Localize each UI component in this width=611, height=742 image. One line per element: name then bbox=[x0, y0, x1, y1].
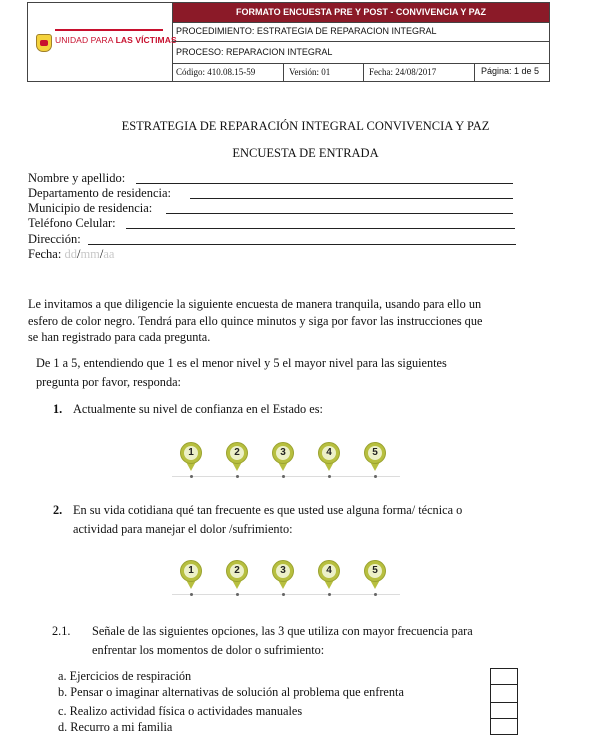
fecha-year-placeholder[interactable]: aa bbox=[103, 247, 115, 261]
scale-baseline bbox=[172, 594, 400, 595]
fecha-day-placeholder[interactable]: dd bbox=[64, 247, 77, 261]
rating-pin-4-icon[interactable] bbox=[317, 560, 341, 594]
telefono-label: Teléfono Celular: bbox=[28, 216, 116, 230]
rating-value: 4 bbox=[322, 446, 336, 460]
meta-divider bbox=[283, 64, 284, 82]
intro-line: Le invitamos a que diligencie la siguiente encuesta de manera tranquila, usando para ello un bbox=[28, 297, 482, 311]
direccion-label: Dirección: bbox=[28, 232, 81, 246]
rating-value: 1 bbox=[184, 446, 198, 460]
meta-divider bbox=[363, 64, 364, 82]
pin-dot bbox=[236, 593, 239, 596]
rating-value: 3 bbox=[276, 564, 290, 578]
instruction-line: pregunta por favor, responda: bbox=[36, 375, 181, 389]
departamento-label: Departamento de residencia: bbox=[28, 186, 171, 200]
municipio-input-line[interactable] bbox=[166, 213, 513, 214]
question-text: Señale de las siguientes opciones, las 3 que utiliza con mayor frecuencia para bbox=[92, 624, 473, 638]
rating-value: 2 bbox=[230, 446, 244, 460]
instruction-line: De 1 a 5, entendiendo que 1 es el menor nivel y 5 el mayor nivel para las siguientes bbox=[36, 356, 447, 370]
question-text: Actualmente su nivel de confianza en el Estado es: bbox=[73, 402, 323, 416]
rating-value: 3 bbox=[276, 446, 290, 460]
fecha-label: Fecha: 24/08/2017 bbox=[369, 67, 437, 77]
departamento-input-line[interactable] bbox=[190, 198, 513, 199]
option-b-checkbox[interactable] bbox=[490, 684, 518, 703]
rating-value: 5 bbox=[368, 564, 382, 578]
rating-pin-3-icon[interactable] bbox=[271, 442, 295, 476]
logo-cell bbox=[28, 3, 177, 81]
option-a-checkbox[interactable] bbox=[490, 668, 518, 685]
rating-scale-q2 bbox=[172, 560, 400, 608]
form-title: FORMATO ENCUESTA PRE Y POST - CONVIVENCIA Y PAZ bbox=[173, 3, 549, 22]
pin-dot bbox=[282, 475, 285, 478]
procedimiento-label: PROCEDIMIENTO: ESTRATEGIA DE REPARACION INTEGRAL bbox=[173, 22, 549, 41]
logo-text: UNIDAD PARA LAS VÍCTIMAS bbox=[55, 35, 177, 45]
pin-dot bbox=[328, 593, 331, 596]
question-number: 2.1. bbox=[52, 624, 71, 638]
rating-pin-5-icon[interactable] bbox=[363, 560, 387, 594]
rating-pin-1-icon[interactable] bbox=[179, 442, 203, 476]
meta-divider bbox=[474, 64, 475, 82]
option-c-checkbox[interactable] bbox=[490, 702, 518, 719]
pin-dot bbox=[190, 593, 193, 596]
doc-meta-row bbox=[173, 63, 549, 81]
telefono-input-line[interactable] bbox=[126, 228, 515, 229]
pin-dot bbox=[282, 593, 285, 596]
logo-bar bbox=[55, 29, 163, 31]
pagina-label: Página: 1 de 5 bbox=[481, 66, 540, 76]
pin-dot bbox=[374, 475, 377, 478]
date-slash: / bbox=[99, 247, 104, 261]
nombre-input-line[interactable] bbox=[136, 183, 513, 184]
option-a-label: a. Ejercicios de respiración bbox=[58, 669, 192, 683]
fecha-month-placeholder[interactable]: mm bbox=[80, 247, 100, 261]
rating-pin-4-icon[interactable] bbox=[317, 442, 341, 476]
intro-line: se han registrado para cada pregunta. bbox=[28, 330, 211, 344]
question-2 bbox=[53, 501, 543, 539]
pin-dot bbox=[190, 475, 193, 478]
option-c-label: c. Realizo actividad física o actividades manuales bbox=[58, 704, 303, 718]
pin-dot bbox=[236, 475, 239, 478]
question-number: 2. bbox=[53, 503, 63, 517]
question-text: actividad para manejar el dolor /sufrimiento: bbox=[73, 522, 293, 536]
option-d-checkbox[interactable] bbox=[490, 718, 518, 735]
rating-pin-2-icon[interactable] bbox=[225, 442, 249, 476]
rating-value: 2 bbox=[230, 564, 244, 578]
question-number: 1. bbox=[53, 402, 63, 416]
rating-value: 1 bbox=[184, 564, 198, 578]
colombia-crest-icon bbox=[36, 34, 52, 52]
version-label: Versión: 01 bbox=[289, 67, 331, 77]
pin-dot bbox=[328, 475, 331, 478]
fecha-field[interactable] bbox=[28, 247, 114, 262]
rating-scale-q1 bbox=[172, 442, 400, 490]
municipio-label: Municipio de residencia: bbox=[28, 201, 153, 215]
direccion-input-line[interactable] bbox=[88, 244, 516, 245]
question-2-1 bbox=[52, 622, 542, 660]
fecha-field-label: Fecha: bbox=[28, 247, 62, 261]
question-text: En su vida cotidiana qué tan frecuente es que usted use alguna forma/ técnica o bbox=[73, 503, 463, 517]
page-subtitle: ENCUESTA DE ENTRADA bbox=[232, 146, 379, 160]
rating-pin-1-icon[interactable] bbox=[179, 560, 203, 594]
rating-pin-3-icon[interactable] bbox=[271, 560, 295, 594]
proceso-label: PROCESO: REPARACION INTEGRAL bbox=[173, 41, 549, 63]
intro-paragraph bbox=[28, 296, 548, 346]
page-title: ESTRATEGIA DE REPARACIÓN INTEGRAL CONVIVENCIA Y PAZ bbox=[121, 119, 490, 133]
date-slash: / bbox=[76, 247, 81, 261]
codigo-label: Código: 410.08.15-59 bbox=[176, 67, 256, 77]
rating-pin-5-icon[interactable] bbox=[363, 442, 387, 476]
option-b-label: b. Pensar o imaginar alternativas de solución al problema que enfrenta bbox=[58, 685, 404, 699]
question-1 bbox=[53, 400, 543, 419]
question-text: enfrentar los momentos de dolor o sufrimiento: bbox=[92, 643, 325, 657]
rating-value: 4 bbox=[322, 564, 336, 578]
nombre-label: Nombre y apellido: bbox=[28, 171, 126, 185]
rating-value: 5 bbox=[368, 446, 382, 460]
scale-baseline bbox=[172, 476, 400, 477]
document-header bbox=[27, 2, 550, 82]
instruction-paragraph bbox=[36, 354, 546, 392]
pin-dot bbox=[374, 593, 377, 596]
option-d-label: d. Recurro a mi familia bbox=[58, 720, 173, 734]
rating-pin-2-icon[interactable] bbox=[225, 560, 249, 594]
intro-line: esfero de color negro. Tendrá para ello quince minutos y siga por favor las instrucciones que bbox=[28, 313, 483, 328]
